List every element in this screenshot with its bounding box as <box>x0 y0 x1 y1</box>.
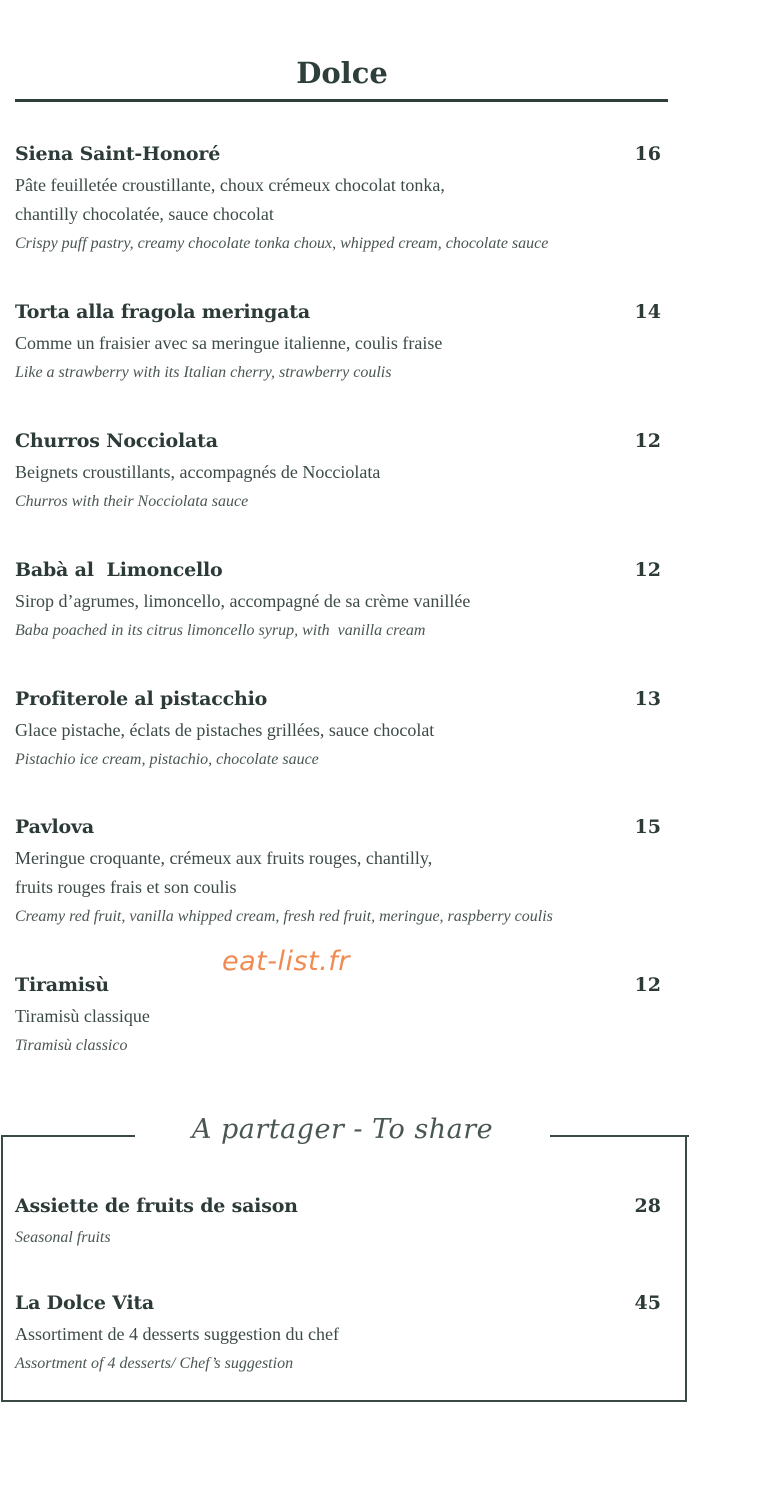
share-box-top-line-left <box>1 1135 135 1137</box>
item-price: 14 <box>634 301 661 323</box>
item-name: Siena Saint-Honoré <box>15 143 221 165</box>
item-price: 28 <box>634 1195 661 1217</box>
item-price: 16 <box>634 143 661 165</box>
share-box-top-line-right <box>550 1135 689 1137</box>
menu-item-churros <box>15 430 665 516</box>
menu-item-tiramisu <box>15 974 665 1060</box>
share-section-title: A partager - To share <box>191 1114 494 1145</box>
item-name: Babà al Limoncello <box>15 559 223 581</box>
item-name: Torta alla fragola meringata <box>15 301 310 323</box>
item-description-en: Tiramisù classico <box>15 1037 128 1054</box>
item-price: 45 <box>634 1292 661 1314</box>
item-description-fr: Glace pistache, éclats de pistaches grillées, sauce chocolat <box>15 720 435 740</box>
item-price: 13 <box>634 688 661 710</box>
item-description-en: Seasonal fruits <box>15 1229 111 1246</box>
item-price: 12 <box>634 559 661 581</box>
item-description-fr: Pâte feuilletée croustillante, choux crémeux chocolat tonka, <box>15 175 445 195</box>
menu-item-pavlova <box>15 816 665 931</box>
section-title: Dolce <box>296 56 388 90</box>
title-divider <box>15 99 668 102</box>
item-name: Pavlova <box>15 816 94 838</box>
menu-item-profiterole <box>15 688 665 774</box>
item-description-fr: chantilly chocolatée, sauce chocolat <box>15 204 274 224</box>
item-description-fr: Comme un fraisier avec sa meringue italienne, coulis fraise <box>15 333 443 353</box>
share-item-fruits <box>15 1195 665 1252</box>
item-name: Profiterole al pistacchio <box>15 688 268 710</box>
item-name: Assiette de fruits de saison <box>15 1195 298 1217</box>
item-description-en: Crispy puff pastry, creamy chocolate tonka choux, whipped cream, chocolate sauce <box>15 235 549 252</box>
item-description-fr: Tiramisù classique <box>15 1006 150 1026</box>
item-description-en: Creamy red fruit, vanilla whipped cream, fresh red fruit, meringue, raspberry coulis <box>15 908 553 925</box>
item-price: 12 <box>634 974 661 996</box>
menu-item-baba <box>15 559 665 645</box>
menu-item-torta-fragola <box>15 301 665 387</box>
item-description-fr: Meringue croquante, crémeux aux fruits rouges, chantilly, <box>15 848 433 868</box>
item-price: 12 <box>634 430 661 452</box>
item-name: La Dolce Vita <box>15 1292 155 1314</box>
item-name: Tiramisù <box>15 974 109 996</box>
item-description-en: Assortment of 4 desserts/ Chef’s suggestion <box>15 1355 294 1372</box>
item-description-en: Baba poached in its citrus limoncello syrup, with vanilla cream <box>15 622 426 639</box>
item-name: Churros Nocciolata <box>15 430 218 452</box>
item-description-fr: Sirop d’agrumes, limoncello, accompagné de sa crème vanillée <box>15 591 471 611</box>
item-description-fr: fruits rouges frais et son coulis <box>15 877 237 897</box>
item-description-en: Churros with their Nocciolata sauce <box>15 493 249 510</box>
item-description-en: Pistachio ice cream, pistachio, chocolate sauce <box>15 751 319 768</box>
share-item-dolce-vita <box>15 1292 665 1378</box>
item-description-fr: Assortiment de 4 desserts suggestion du chef <box>15 1324 339 1344</box>
menu-item-siena-saint-honore <box>15 143 665 258</box>
item-price: 15 <box>634 816 661 838</box>
watermark: eat-list.fr <box>222 946 350 977</box>
item-description-fr: Beignets croustillants, accompagnés de Nocciolata <box>15 462 381 482</box>
item-description-en: Like a strawberry with its Italian cherry, strawberry coulis <box>15 364 392 381</box>
